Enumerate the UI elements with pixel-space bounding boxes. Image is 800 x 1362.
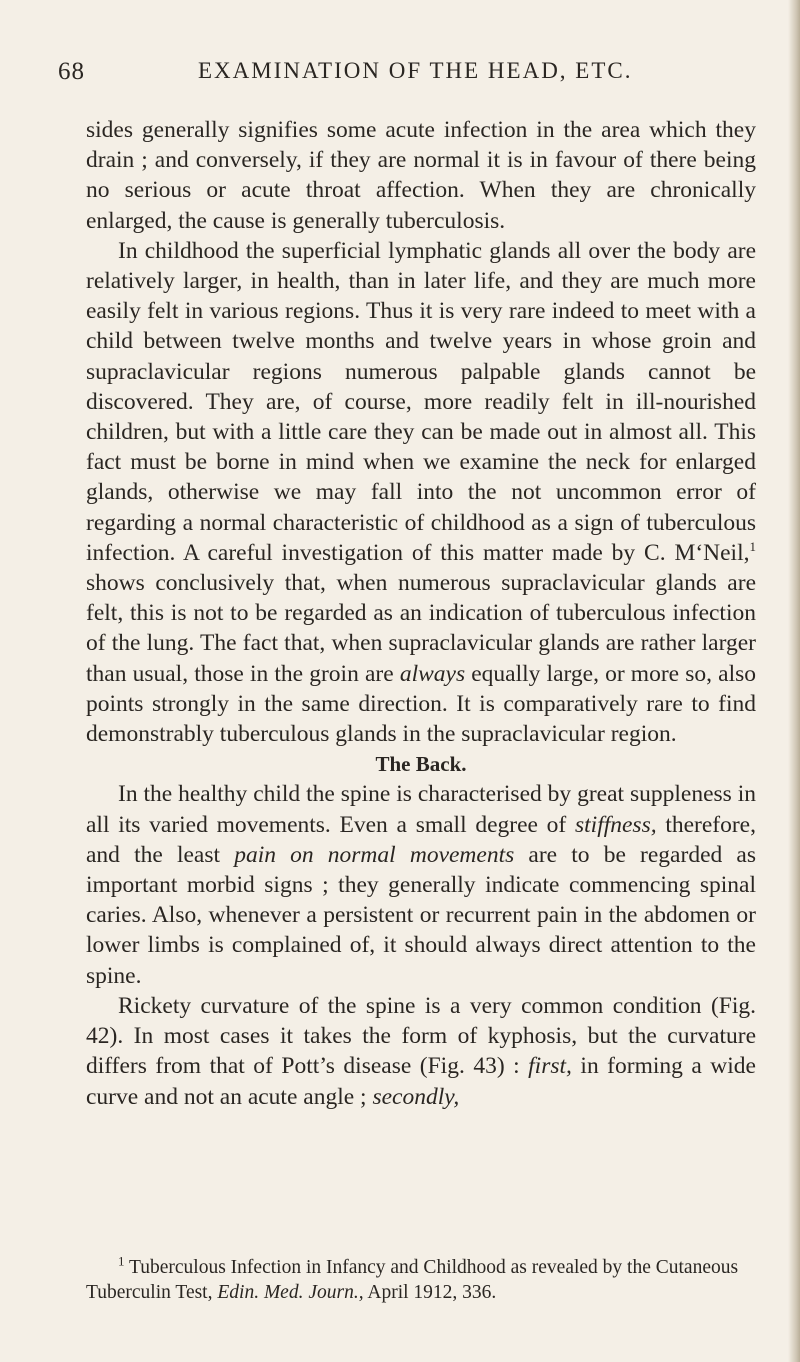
emphasis-text: stiffness,: [574, 811, 657, 838]
paragraph-text: equally large, or more so, also points strongly in the same direction. It is comparatively rare to find demonstrably tuberculous glands in the supraclavicular region.: [86, 660, 757, 748]
paragraph-text: In childhood the superficial lymphatic glands all over the body are relatively larger, in health, than in later life, and they are much more easily felt in various regions. Thus it is very rare indeed to meet with a child between twelve months and twelve years in whose groin and supraclavicular regions numerous palpable glands cannot be discovered. They are, of course, more readily felt in ill-nourished children, but with a little care they can be made out in almost all. This fact must be borne in mind when we examine the neck for enlarged glands, otherwise we may fall into the not uncommon error of regarding a normal characteristic of childhood as a sign of tuberculous infection. A careful investigation of this matter made by C. M‘Neil,: [86, 237, 756, 566]
emphasis-text: first,: [528, 1053, 572, 1080]
paragraph-rickety-curvature: [86, 991, 756, 1112]
emphasis-text: pain on normal movements: [234, 841, 515, 868]
paragraph-text: therefore, and the least: [86, 811, 756, 868]
paragraph-lymphatic-glands: [86, 236, 756, 749]
paragraph-text: in forming a wide curve and not an acute angle ;: [86, 1053, 756, 1110]
footnote-text-part: April 1912, 336.: [363, 1282, 497, 1303]
section-heading: The Back.: [375, 752, 467, 777]
paragraph-text: In the healthy child the spine is characterised by great suppleness in all its varied movements. Even a small degree of: [86, 781, 756, 838]
page-number: 68: [58, 58, 85, 85]
footnote-reference: 1: [749, 539, 756, 555]
paragraph-text: sides generally signifies some acute infection in the area which they drain ; and conversely, if they are normal it is in favour of there being no serious or acute throat affection. When they are chronically enlarged, the cause is generally tuberculosis.: [86, 117, 756, 234]
page-header: [58, 58, 744, 98]
footnote-journal: Edin. Med. Journ.,: [217, 1282, 364, 1303]
footnote-marker: 1: [118, 1253, 125, 1269]
paragraph-spine-suppleness: [86, 779, 756, 990]
page-edge-shadow: [788, 0, 800, 1362]
paragraph-text: Rickety curvature of the spine is a very common condition (Fig. 42). In most cases it takes the form of kyphosis, but the curvature differs from that of Pott’s disease (Fig. 43) :: [86, 992, 756, 1080]
paragraph-text: are to be regarded as important morbid signs ; they generally indicate commencing spinal caries. Also, whenever a persistent or recurrent pain in the abdomen or lower limbs is complained of, it should always direct attention to the spine.: [86, 841, 756, 989]
footnote: [86, 1255, 756, 1305]
body-text: [86, 115, 756, 1112]
paragraph-text: shows conclusively that, when numerous supraclavicular glands are felt, this is not to be regarded as an indication of tuberculous infection of the lung. The fact that, when supraclavicular glands are rather larger than usual, those in the groin are: [86, 570, 756, 687]
footnote-text-part: Tuberculous Infection in Infancy and Childhood as revealed by the Cutaneous Tuberculin Test,: [86, 1257, 739, 1303]
emphasis-text: secondly,: [372, 1083, 460, 1110]
footnote-text: [86, 1255, 756, 1305]
running-head: EXAMINATION OF THE HEAD, ETC.: [198, 58, 633, 83]
paragraph-continued: [86, 115, 756, 236]
emphasis-text: always: [399, 660, 466, 687]
